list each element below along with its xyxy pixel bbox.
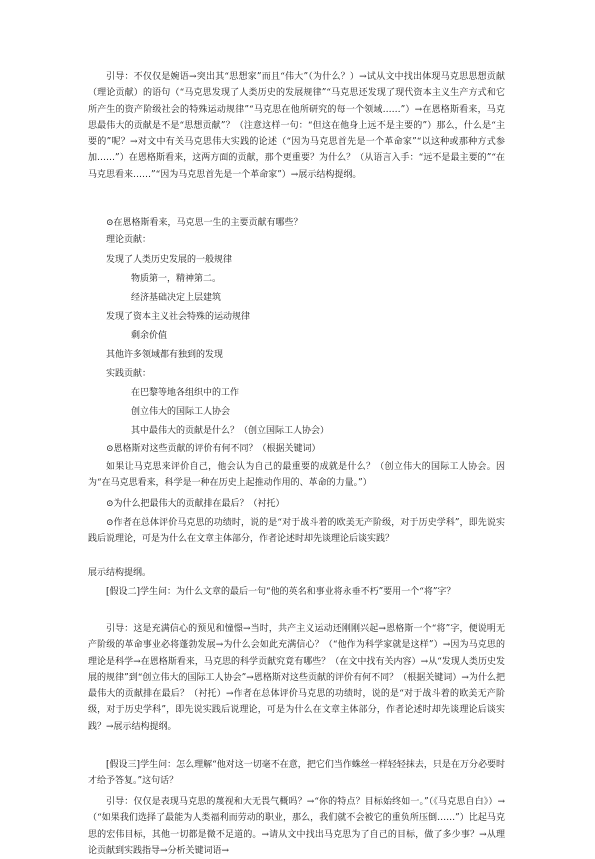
outline-subitem-workers-association: 创立伟大的国际工人协会 [131,407,231,417]
outline-subitem-economic-base: 经济基础决定上层建筑 [131,293,222,303]
outline-subitem-surplus-value: 剩余价值 [131,331,168,341]
question-evaluation-difference: ⊙恩格斯对这些贡献的评价有何不同？（根据关键词） [106,444,321,454]
paragraph-self-evaluation: 如果让马克思来评价自己，他会认为自己的最重要的成就是什么？（创立伟大的国际工人协会。因为“在马克思看来，科学是一种在历史上起推动作用的、革命的力量。”） [88,462,505,489]
paragraph-hypothesis-two: [假设二]学生问：为什么文章的最后一句“他的英名和事业将永垂不朽”要用一个“将”字？ [106,587,456,597]
paragraph-practice-before-theory: ⊙作者在总体评价马克思的功绩时，说的是“对于战斗着的欧美无产阶级，对于历史学科”，即先说实践后说理论，可是为什么在文章主体部分，作者论述时却先谈理论后谈实践？ [88,518,505,545]
paragraph-guide-2: 引导：这是充满信心的预见和憧憬→当时，共产主义运动还刚刚兴起→恩格斯一个“将”字，便说明无产阶级的革命事业必将蓬勃发展→为什么会如此充满信心？（“他作为科学家就是这样”）→因为马克思的理论是科学→在恩格斯看来，马克思的科学贡献究竟有哪些？（在文中找有关内容）→从“发现人类历史发展的规律”到“创立伟大的国际工人协会”→恩格斯对这些贡献的评价有何不同？（根据关键词）→为什么把最伟大的贡献排在最后？（衬托）→作者在总体评价马克思的功绩时，说的是“对于战斗着的欧美无产阶级，对于历史学科”，即先说实践后说理论，可是为什么在文章主体部分，作者论述时却先谈理论后谈实践？→展示结构提纲。 [88,624,505,732]
question-main-contributions: ⊙在恩格斯看来，马克思一生的主要贡献有哪些？ [106,218,303,228]
show-outline-line: 展示结构提纲。 [88,568,152,578]
outline-subitem-paris-work: 在巴黎等地各组织中的工作 [131,388,240,398]
paragraph-hypothesis-three: [假设三]学生问：怎么理解“他对这一切毫不在意，把它们当作蛛丝一样轻轻抹去，只是在万分必要时才给予答复。”这句话？ [88,760,505,787]
outline-item-other-fields: 其他许多领域都有独到的发现 [106,350,224,360]
outline-item-history-law: 发现了人类历史发展的一般规律 [106,255,233,265]
heading-practice-contribution: 实践贡献： [106,369,152,379]
question-why-last: ⊙为什么把最伟大的贡献排在最后？（衬托） [106,499,285,509]
question-greatest-contribution: 其中最伟大的贡献是什么？（创立国际工人协会） [131,426,330,436]
paragraph-guide-1: 引导：不仅仅是婉语→突出其“思想家”而且“伟大”（为什么？）→试从文中找出体现马克思思想贡献（理论贡献）的语句（“马克思发现了人类历史的发展规律”“马克思还发现了现代资本主义生产方式和它所产生的资产阶级社会的特殊运动规律”“马克思在他所研究的每一个领域……”）→在恩格斯看来，马克思最伟大的贡献是不是“思想贡献”？（注意这样一句：“但这在他身上远不是主要的”）那么，什么是“主要的”呢？→对文中有关马克思伟大实践的论述（“因为马克思首先是一个革命家”“以这种或那种方式参加……”）在恩格斯看来，这两方面的贡献，那个更重要？为什么？（从语言入手：“远不是最主要的”“在马克思看来……”“因为马克思首先是一个革命家”）→展示结构提纲。 [88,72,505,180]
paragraph-guide-3: 引导：仅仅是表现马克思的蔑视和大无畏气概吗？→“你的特点？目标始终如一。”（《马克思自白》）→（“如果我们选择了最能为人类福利而劳动的职业，那么，我们就不会被它的重负所压倒……”）比起马克思的宏伟目标，其他一切都是微不足道的。→请从文中找出马克思为了自己的目标，做了多少事？→从理论贡献到实践指导→分析关键词语→ [88,797,505,856]
heading-theory-contribution: 理论贡献： [106,235,152,245]
outline-item-capitalism-law: 发现了资本主义社会特殊的运动规律 [106,312,251,322]
outline-subitem-matter-first: 物质第一，精神第二。 [131,274,222,284]
